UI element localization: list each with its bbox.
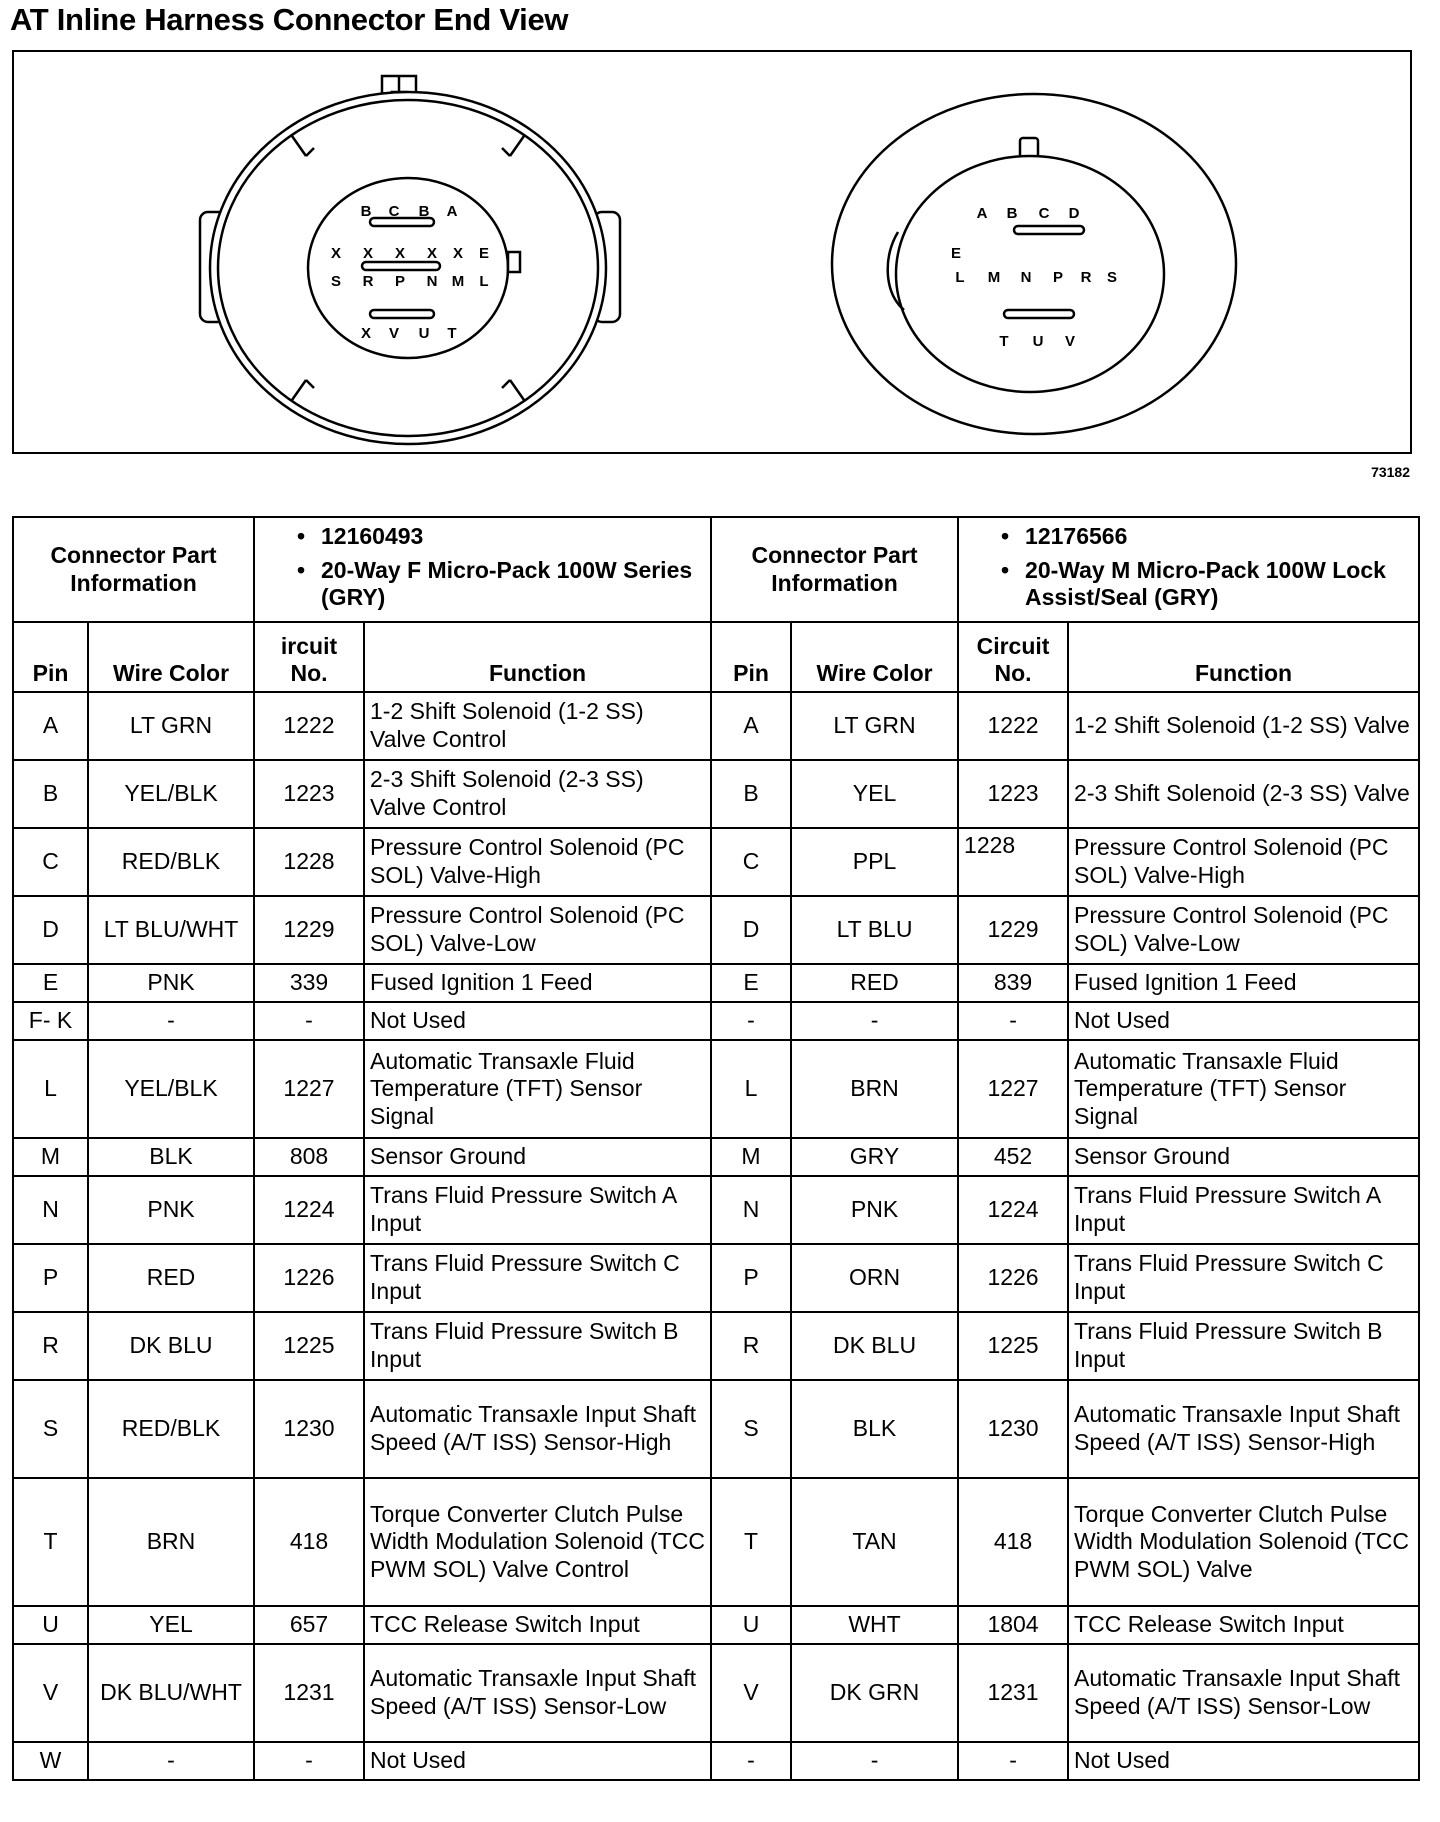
cell-circuit-2: 452: [958, 1138, 1068, 1176]
cell-pin-2: L: [711, 1040, 791, 1138]
cell-function: Trans Fluid Pressure Switch B Input: [364, 1312, 711, 1380]
cell-pin: D: [13, 896, 88, 964]
cell-pin: B: [13, 760, 88, 828]
cell-wire-color: BRN: [88, 1478, 254, 1606]
cell-circuit: 1231: [254, 1644, 364, 1742]
cell-function: Pressure Control Solenoid (PC SOL) Valve-Low: [364, 896, 711, 964]
cell-wire-color-2: -: [791, 1002, 958, 1040]
cell-wire-color: YEL/BLK: [88, 1040, 254, 1138]
cell-function: Pressure Control Solenoid (PC SOL) Valve-High: [364, 828, 711, 896]
cell-function: Automatic Transaxle Fluid Temperature (TFT) Sensor Signal: [364, 1040, 711, 1138]
cell-pin: F- K: [13, 1002, 88, 1040]
right-connector-info-label: Connector Part Information: [711, 517, 958, 622]
connector-diagram: [14, 52, 1414, 456]
cell-function: Automatic Transaxle Input Shaft Speed (A/T ISS) Sensor-Low: [364, 1644, 711, 1742]
cell-wire-color: RED/BLK: [88, 828, 254, 896]
cell-function: Fused Ignition 1 Feed: [364, 964, 711, 1002]
cell-function: Sensor Ground: [364, 1138, 711, 1176]
cell-wire-color: -: [88, 1742, 254, 1780]
cell-function: 1-2 Shift Solenoid (1-2 SS) Valve Control: [364, 692, 711, 760]
cell-circuit-2: 1226: [958, 1244, 1068, 1312]
right-pin-B: B: [1006, 205, 1018, 222]
cell-pin: R: [13, 1312, 88, 1380]
cell-wire-color: RED/BLK: [88, 1380, 254, 1478]
cell-circuit: 1227: [254, 1040, 364, 1138]
cell-pin: U: [13, 1606, 88, 1644]
cell-circuit: 657: [254, 1606, 364, 1644]
cell-circuit: 1229: [254, 896, 364, 964]
cell-wire-color-2: BRN: [791, 1040, 958, 1138]
right-part-description: • 20-Way M Micro-Pack 100W Lock Assist/Seal (GRY): [999, 557, 1413, 612]
cell-pin: A: [13, 692, 88, 760]
col-circuit: ircuit No.: [254, 622, 364, 692]
cell-wire-color: PNK: [88, 1176, 254, 1244]
cell-wire-color: DK BLU/WHT: [88, 1644, 254, 1742]
connector-info-row: [13, 517, 1419, 622]
cell-function-2: Not Used: [1068, 1742, 1419, 1780]
cell-circuit-2: -: [958, 1742, 1068, 1780]
cell-pin: T: [13, 1478, 88, 1606]
left-pin-U: U: [418, 325, 430, 342]
col-circuit-2: Circuit No.: [958, 622, 1068, 692]
col-wire-color-2: Wire Color: [791, 622, 958, 692]
right-pin-P: P: [1052, 269, 1064, 286]
table-row: [13, 896, 1419, 964]
cell-circuit-2: 1228: [958, 828, 1068, 896]
cell-wire-color-2: LT GRN: [791, 692, 958, 760]
cell-wire-color: BLK: [88, 1138, 254, 1176]
cell-pin: C: [13, 828, 88, 896]
cell-wire-color-2: BLK: [791, 1380, 958, 1478]
cell-wire-color-2: ORN: [791, 1244, 958, 1312]
cell-circuit-2: 1223: [958, 760, 1068, 828]
cell-wire-color-2: WHT: [791, 1606, 958, 1644]
cell-wire-color-2: YEL: [791, 760, 958, 828]
cell-function-2: Trans Fluid Pressure Switch C Input: [1068, 1244, 1419, 1312]
table-row: [13, 828, 1419, 896]
cell-pin-2: P: [711, 1244, 791, 1312]
left-pin-X5: X: [452, 245, 464, 262]
left-pin-B: B: [360, 203, 372, 220]
cell-function-2: Automatic Transaxle Fluid Temperature (TFT) Sensor Signal: [1068, 1040, 1419, 1138]
cell-circuit-2: 839: [958, 964, 1068, 1002]
cell-wire-color: YEL: [88, 1606, 254, 1644]
cell-pin-2: T: [711, 1478, 791, 1606]
col-pin-2: Pin: [711, 622, 791, 692]
cell-function: Torque Converter Clutch Pulse Width Modulation Solenoid (TCC PWM SOL) Valve Control: [364, 1478, 711, 1606]
table-row: [13, 1478, 1419, 1606]
left-connector-housing: [200, 76, 620, 444]
table-row: [13, 1644, 1419, 1742]
cell-pin-2: V: [711, 1644, 791, 1742]
left-pin-V: V: [388, 325, 400, 342]
figure-number: 73182: [1371, 464, 1410, 480]
cell-pin: V: [13, 1644, 88, 1742]
cell-wire-color: PNK: [88, 964, 254, 1002]
cell-function-2: Pressure Control Solenoid (PC SOL) Valve-High: [1068, 828, 1419, 896]
left-pin-R: R: [362, 273, 374, 290]
cell-function-2: Fused Ignition 1 Feed: [1068, 964, 1419, 1002]
table-row: [13, 1002, 1419, 1040]
left-pin-T: T: [447, 325, 457, 342]
cell-circuit-2: 1804: [958, 1606, 1068, 1644]
col-function: Function: [364, 622, 711, 692]
table-row: [13, 692, 1419, 760]
cell-circuit: 808: [254, 1138, 364, 1176]
cell-wire-color-2: TAN: [791, 1478, 958, 1606]
table-row: [13, 1244, 1419, 1312]
cell-pin-2: M: [711, 1138, 791, 1176]
table-row: [13, 1380, 1419, 1478]
left-pin-M: M: [451, 273, 465, 290]
left-part-number: • 12160493: [295, 523, 705, 551]
cell-circuit-2: 1231: [958, 1644, 1068, 1742]
right-pin-T: T: [999, 333, 1009, 350]
cell-wire-color: RED: [88, 1244, 254, 1312]
table-row: [13, 1606, 1419, 1644]
cell-function-2: Automatic Transaxle Input Shaft Speed (A/T ISS) Sensor-Low: [1068, 1644, 1419, 1742]
cell-wire-color-2: DK BLU: [791, 1312, 958, 1380]
right-pin-U: U: [1032, 333, 1044, 350]
table-row: [13, 1742, 1419, 1780]
cell-circuit: 1223: [254, 760, 364, 828]
cell-pin: W: [13, 1742, 88, 1780]
cell-circuit: 1224: [254, 1176, 364, 1244]
right-pin-M: M: [987, 269, 1001, 286]
cell-function: Not Used: [364, 1002, 711, 1040]
cell-wire-color-2: -: [791, 1742, 958, 1780]
cell-pin-2: -: [711, 1742, 791, 1780]
cell-function-2: Not Used: [1068, 1002, 1419, 1040]
pinout-table: [12, 516, 1420, 1781]
cell-wire-color: DK BLU: [88, 1312, 254, 1380]
right-pin-N: N: [1020, 269, 1032, 286]
right-pin-E: E: [950, 245, 962, 262]
column-header-row: [13, 622, 1419, 692]
cell-circuit-2: 1229: [958, 896, 1068, 964]
left-pin-E: E: [478, 245, 490, 262]
cell-pin-2: -: [711, 1002, 791, 1040]
cell-wire-color-2: PNK: [791, 1176, 958, 1244]
cell-pin: P: [13, 1244, 88, 1312]
cell-circuit: 1225: [254, 1312, 364, 1380]
table-row: [13, 964, 1419, 1002]
cell-pin-2: R: [711, 1312, 791, 1380]
table-row: [13, 1138, 1419, 1176]
left-pin-S: S: [330, 273, 342, 290]
cell-circuit: 1222: [254, 692, 364, 760]
cell-function-2: 1-2 Shift Solenoid (1-2 SS) Valve: [1068, 692, 1419, 760]
col-wire-color: Wire Color: [88, 622, 254, 692]
left-pin-X4: X: [426, 245, 438, 262]
left-pin-X3: X: [394, 245, 406, 262]
table-row: [13, 1040, 1419, 1138]
left-pin-N: N: [426, 273, 438, 290]
cell-function-2: Sensor Ground: [1068, 1138, 1419, 1176]
left-pin-B2: B: [418, 203, 430, 220]
right-connector-spec: [958, 517, 1419, 622]
left-pin-X1: X: [330, 245, 342, 262]
cell-circuit: 1226: [254, 1244, 364, 1312]
left-pin-X6: X: [360, 325, 372, 342]
cell-function-2: Trans Fluid Pressure Switch A Input: [1068, 1176, 1419, 1244]
cell-pin: L: [13, 1040, 88, 1138]
right-part-number: • 12176566: [999, 523, 1413, 551]
cell-wire-color: -: [88, 1002, 254, 1040]
cell-pin-2: S: [711, 1380, 791, 1478]
cell-function-2: Automatic Transaxle Input Shaft Speed (A/T ISS) Sensor-High: [1068, 1380, 1419, 1478]
cell-function: Trans Fluid Pressure Switch C Input: [364, 1244, 711, 1312]
cell-circuit-2: -: [958, 1002, 1068, 1040]
cell-circuit-2: 1227: [958, 1040, 1068, 1138]
cell-function-2: Torque Converter Clutch Pulse Width Modulation Solenoid (TCC PWM SOL) Valve: [1068, 1478, 1419, 1606]
cell-pin: M: [13, 1138, 88, 1176]
cell-pin: N: [13, 1176, 88, 1244]
left-pin-X2: X: [362, 245, 374, 262]
left-connector-spec: [254, 517, 711, 622]
cell-circuit-2: 1230: [958, 1380, 1068, 1478]
cell-circuit: 339: [254, 964, 364, 1002]
right-pin-V: V: [1064, 333, 1076, 350]
cell-wire-color: YEL/BLK: [88, 760, 254, 828]
cell-circuit: 1230: [254, 1380, 364, 1478]
cell-circuit: -: [254, 1002, 364, 1040]
col-function-2: Function: [1068, 622, 1419, 692]
cell-pin: E: [13, 964, 88, 1002]
connector-end-view-figure: [12, 50, 1412, 454]
cell-pin-2: E: [711, 964, 791, 1002]
right-connector-housing: [832, 94, 1236, 434]
cell-circuit: 418: [254, 1478, 364, 1606]
cell-wire-color-2: RED: [791, 964, 958, 1002]
cell-wire-color-2: PPL: [791, 828, 958, 896]
right-pin-S: S: [1106, 269, 1118, 286]
cell-pin: S: [13, 1380, 88, 1478]
left-pin-P: P: [394, 273, 406, 290]
cell-circuit-2: 418: [958, 1478, 1068, 1606]
cell-function: TCC Release Switch Input: [364, 1606, 711, 1644]
cell-function-2: Trans Fluid Pressure Switch B Input: [1068, 1312, 1419, 1380]
table-row: [13, 760, 1419, 828]
pinout-body: [13, 692, 1419, 1780]
cell-wire-color: LT GRN: [88, 692, 254, 760]
left-pin-C: C: [388, 203, 400, 220]
cell-function: 2-3 Shift Solenoid (2-3 SS) Valve Control: [364, 760, 711, 828]
cell-function-2: TCC Release Switch Input: [1068, 1606, 1419, 1644]
left-connector-info-label: Connector Part Information: [13, 517, 254, 622]
cell-function: Automatic Transaxle Input Shaft Speed (A/T ISS) Sensor-High: [364, 1380, 711, 1478]
right-pin-L: L: [955, 269, 965, 286]
cell-function: Trans Fluid Pressure Switch A Input: [364, 1176, 711, 1244]
left-part-description: • 20-Way F Micro-Pack 100W Series (GRY): [295, 557, 705, 612]
cell-wire-color-2: GRY: [791, 1138, 958, 1176]
cell-pin-2: D: [711, 896, 791, 964]
cell-wire-color-2: DK GRN: [791, 1644, 958, 1742]
cell-function-2: 2-3 Shift Solenoid (2-3 SS) Valve: [1068, 760, 1419, 828]
left-pin-L: L: [479, 273, 489, 290]
left-pin-A: A: [446, 203, 458, 220]
page-title: AT Inline Harness Connector End View: [10, 2, 569, 37]
right-pin-C: C: [1038, 205, 1050, 222]
col-pin: Pin: [13, 622, 88, 692]
cell-pin-2: B: [711, 760, 791, 828]
cell-circuit-2: 1222: [958, 692, 1068, 760]
cell-function-2: Pressure Control Solenoid (PC SOL) Valve-Low: [1068, 896, 1419, 964]
right-pin-D: D: [1068, 205, 1080, 222]
table-row: [13, 1176, 1419, 1244]
cell-pin-2: C: [711, 828, 791, 896]
cell-circuit-2: 1224: [958, 1176, 1068, 1244]
cell-circuit: -: [254, 1742, 364, 1780]
cell-wire-color: LT BLU/WHT: [88, 896, 254, 964]
cell-function: Not Used: [364, 1742, 711, 1780]
cell-pin-2: A: [711, 692, 791, 760]
table-row: [13, 1312, 1419, 1380]
cell-pin-2: U: [711, 1606, 791, 1644]
cell-circuit: 1228: [254, 828, 364, 896]
right-pin-A: A: [976, 205, 988, 222]
right-pin-R: R: [1080, 269, 1092, 286]
cell-wire-color-2: LT BLU: [791, 896, 958, 964]
right-pin-row-2: [951, 245, 961, 262]
cell-circuit-2: 1225: [958, 1312, 1068, 1380]
cell-pin-2: N: [711, 1176, 791, 1244]
